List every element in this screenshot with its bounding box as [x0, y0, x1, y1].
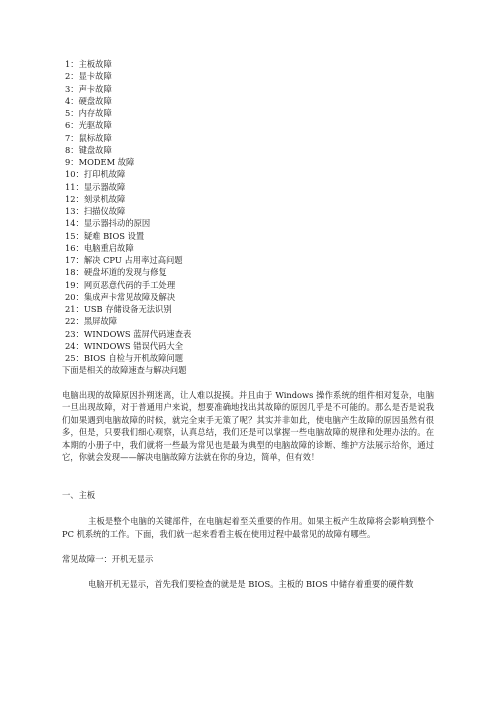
toc-item: 23：WINDOWS 蓝屏代码速查表: [65, 328, 192, 339]
toc-item: 4：硬盘故障: [65, 95, 112, 106]
page-content: [62, 58, 434, 591]
toc-item: 10：打印机故障: [65, 169, 126, 180]
toc-item: 8：键盘故障: [65, 144, 112, 155]
toc-item: 14：显示器抖动的原因: [65, 218, 151, 229]
toc-item: 20：集成声卡常见故障及解决: [65, 291, 176, 302]
toc-item: 18：硬盘坏道的发现与修复: [65, 267, 167, 278]
toc-item: 22：黑屏故障: [65, 316, 118, 327]
toc-item: 12：刻录机故障: [65, 193, 126, 204]
table-of-contents: [62, 58, 434, 377]
toc-item: 5：内存故障: [65, 108, 112, 118]
toc-item: 15：疑难 BIOS 设置: [65, 230, 145, 241]
toc-item: 2：显卡故障: [65, 71, 112, 82]
toc-item: 6：光驱故障: [65, 120, 112, 131]
section-paragraph: 主板是整个电脑的关键部件，在电脑起着至关重要的作用。如果主板产生故障将会影响到整个 PC 机系统的工作。下面，我们就一起来看看主板在使用过程中最常见的故障有哪些。: [62, 516, 434, 539]
toc-item: 25：BIOS 自检与开机故障问题: [65, 353, 184, 363]
toc-item: 9：MODEM 故障: [65, 157, 135, 167]
toc-footer: 下面是相关的故障速查与解决问题: [62, 365, 187, 376]
toc-item: 24：WINDOWS 错误代码大全: [65, 340, 184, 351]
fault-paragraph: 电脑开机无显示，首先我们要检查的就是是 BIOS。主板的 BIOS 中储存着重要的硬件数: [88, 579, 414, 590]
toc-item: 3：声卡故障: [65, 83, 112, 94]
intro-paragraph: 电脑出现的故障原因扑朔迷离，让人难以捉摸。并且由于 Windows 操作系统的组件相对复杂，电脑一旦出现故障，对于普通用户来说，想要准确地找出其故障的原因几乎是不可能的。那么是否是说我们如果遇到电脑故障的时候，就完全束手无策了呢？其实并非如此，使电脑产生故障的原因虽然有很多，但是，只要我们细心观察，认真总结，我们还是可以掌握一些电脑故障的规律和处理办法的。在本期的小册子中，我们就将一些最为常见也是最为典型的电脑故障的诊断、维护方法展示给你，通过它，你就会发现——解决电脑故障方法就在你的身边，简单，但有效！: [62, 389, 434, 463]
toc-item: 21：USB 存储设备无法识别: [65, 304, 172, 314]
toc-item: 13：扫描仪故障: [65, 206, 126, 216]
toc-item: 11：显示器故障: [65, 181, 126, 192]
toc-item: 19：网页恶意代码的手工处理: [65, 279, 176, 290]
toc-item: 1：主板故障: [65, 59, 112, 69]
toc-item: 16：电脑重启故障: [65, 242, 134, 253]
toc-item: 17：解决 CPU 占用率过高问题: [65, 255, 183, 265]
section-heading: 一、主板: [62, 490, 96, 501]
toc-item: 7：鼠标故障: [65, 132, 112, 143]
fault-heading: 常见故障一：开机无显示: [62, 554, 154, 565]
